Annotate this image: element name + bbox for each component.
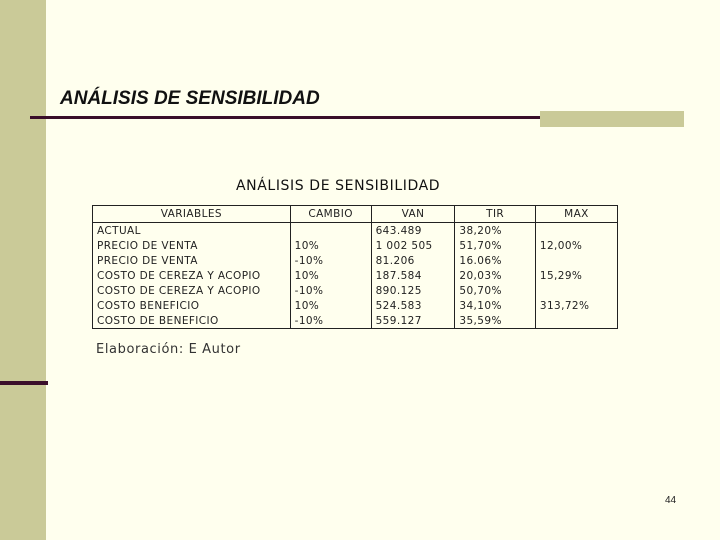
cell-variable: PRECIO DE VENTA xyxy=(93,238,291,253)
cell-tir: 51,70% xyxy=(455,238,535,253)
header-van: VAN xyxy=(371,206,455,223)
cell-tir: 16.06% xyxy=(455,253,535,268)
cell-cambio: -10% xyxy=(290,253,371,268)
cell-cambio: -10% xyxy=(290,283,371,298)
header-cambio: CAMBIO xyxy=(290,206,371,223)
cell-cambio xyxy=(290,223,371,239)
cell-max xyxy=(535,253,617,268)
cell-tir: 34,10% xyxy=(455,298,535,313)
source-note: Elaboración: E Autor xyxy=(96,342,241,357)
slide-title: ANÁLISIS DE SENSIBILIDAD xyxy=(60,88,320,109)
sensitivity-table xyxy=(92,205,618,329)
table-title: ANÁLISIS DE SENSIBILIDAD xyxy=(236,178,441,194)
table-row xyxy=(93,253,618,268)
cell-variable: ACTUAL xyxy=(93,223,291,239)
cell-tir: 35,59% xyxy=(455,313,535,329)
table-header-row xyxy=(93,206,618,223)
cell-van: 187.584 xyxy=(371,268,455,283)
table-row xyxy=(93,298,618,313)
cell-van: 890.125 xyxy=(371,283,455,298)
cell-max xyxy=(535,283,617,298)
cell-max xyxy=(535,223,617,239)
table-row xyxy=(93,313,618,329)
header-tir: TIR xyxy=(455,206,535,223)
cell-van: 524.583 xyxy=(371,298,455,313)
cell-variable: COSTO DE CEREZA Y ACOPIO xyxy=(93,268,291,283)
table-row xyxy=(93,238,618,253)
cell-cambio: 10% xyxy=(290,298,371,313)
cell-max: 313,72% xyxy=(535,298,617,313)
cell-cambio: 10% xyxy=(290,238,371,253)
table-row xyxy=(93,268,618,283)
cell-variable: COSTO DE CEREZA Y ACOPIO xyxy=(93,283,291,298)
cell-max xyxy=(535,313,617,329)
left-decorative-bar xyxy=(0,0,46,540)
cell-variable: COSTO BENEFICIO xyxy=(93,298,291,313)
cell-tir: 20,03% xyxy=(455,268,535,283)
cell-max: 15,29% xyxy=(535,268,617,283)
cell-max: 12,00% xyxy=(535,238,617,253)
title-rule-accent xyxy=(540,111,684,127)
left-accent-line xyxy=(0,381,48,385)
cell-van: 81.206 xyxy=(371,253,455,268)
cell-tir: 50,70% xyxy=(455,283,535,298)
cell-variable: COSTO DE BENEFICIO xyxy=(93,313,291,329)
cell-van: 559.127 xyxy=(371,313,455,329)
header-max: MAX xyxy=(535,206,617,223)
cell-cambio: 10% xyxy=(290,268,371,283)
header-variables: VARIABLES xyxy=(93,206,291,223)
cell-van: 1 002 505 xyxy=(371,238,455,253)
cell-van: 643.489 xyxy=(371,223,455,239)
table-row xyxy=(93,283,618,298)
page-number: 44 xyxy=(665,495,677,506)
cell-tir: 38,20% xyxy=(455,223,535,239)
cell-variable: PRECIO DE VENTA xyxy=(93,253,291,268)
cell-cambio: -10% xyxy=(290,313,371,329)
table-row xyxy=(93,223,618,239)
